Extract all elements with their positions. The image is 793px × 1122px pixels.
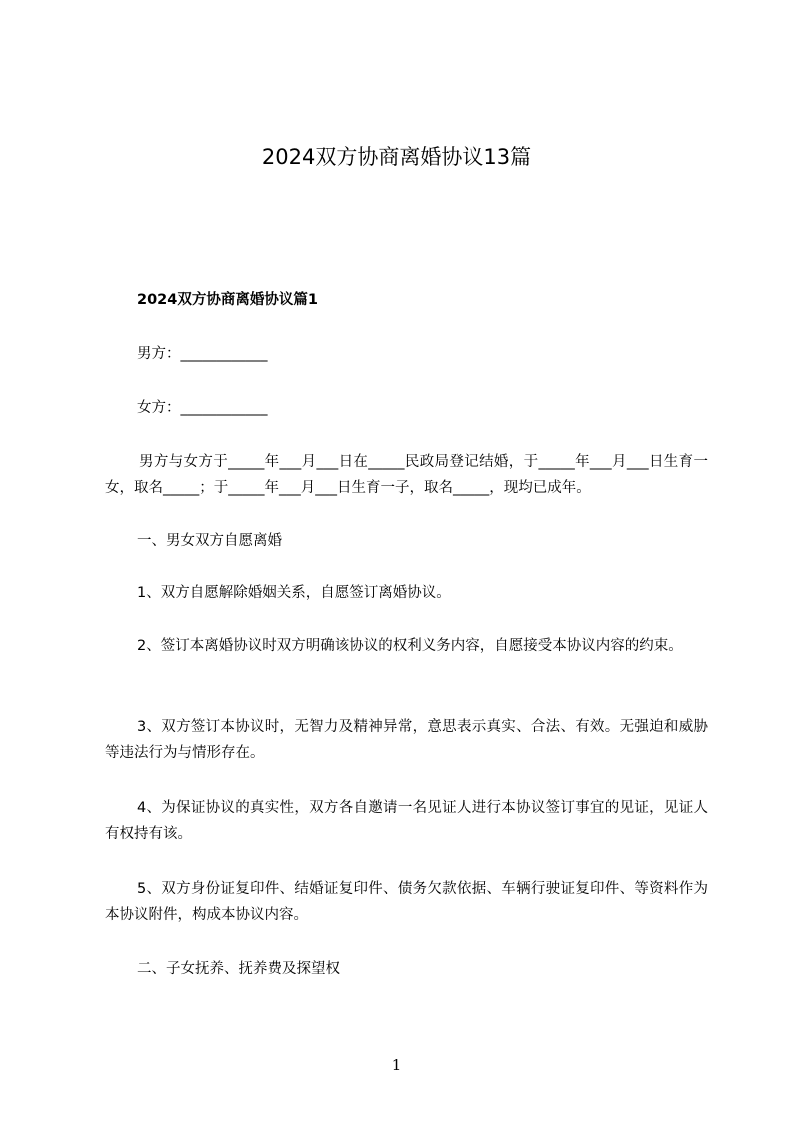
section-title: 2024双方协商离婚协议篇1 <box>137 292 318 308</box>
clause-item: 2、签订本离婚协议时双方明确该协议的权利义务内容，自愿接受本协议内容的约束。 <box>137 638 683 654</box>
male-party-line: 男方：____________ <box>137 346 268 362</box>
page-number: 1 <box>391 1056 402 1074</box>
heading-child-custody: 二、子女抚养、抚养费及探望权 <box>137 961 340 977</box>
clause-item: 4、为保证协议的真实性，双方各自邀请一名见证人进行本协议签订事宜的见证，见证人有权持有该。 <box>105 800 708 842</box>
clause-item: 5、双方身份证复印件、结婚证复印件、债务欠款依据、车辆行驶证复印件、等资料作为本协议附件，构成本协议内容。 <box>105 881 708 923</box>
intro-paragraph: 男方与女方于_____年___月___日在_____民政局登记结婚，于_____年___月___日生育一女，取名_____；于_____年___月___日生育一子，取名_____，现均已成年。 <box>105 454 708 496</box>
document-title: 2024双方协商离婚协议13篇 <box>261 145 532 169</box>
clause-item: 1、双方自愿解除婚姻关系，自愿签订离婚协议。 <box>137 585 451 601</box>
clause-item: 3、双方签订本协议时，无智力及精神异常，意思表示真实、合法、有效。无强迫和威胁等违法行为与情形存在。 <box>105 719 708 761</box>
heading-voluntary-divorce: 一、男女双方自愿离婚 <box>137 533 282 549</box>
female-party-line: 女方：____________ <box>137 400 268 416</box>
